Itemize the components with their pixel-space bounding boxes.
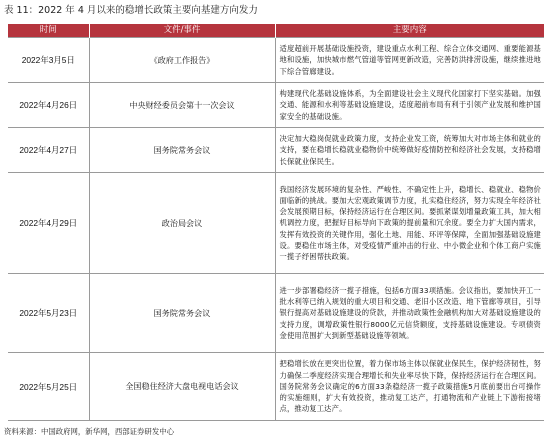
- row-date: 2022年5月25日: [8, 353, 89, 421]
- row-date: 2022年4月26日: [8, 83, 89, 128]
- row-content: 构建现代化基础设施体系，为全面建设社会主义现代化国家打下坚实基础。加强交通、能源和水利等基础设施建设，适度超前布局有利于引领产业发展和维护国家安全的基础设施。: [275, 83, 544, 128]
- row-date: 2022年5月23日: [8, 274, 89, 353]
- table-title: 表 11：2022 年 4 月以来的稳增长政策主要向基建方向发力: [4, 5, 258, 16]
- row-document: 政治局会议: [89, 173, 275, 274]
- header-document: 文件/事件: [89, 24, 275, 38]
- header-date: 时间: [8, 24, 89, 38]
- row-document: 全国稳住经济大盘电视电话会议: [89, 353, 275, 421]
- table-row: [8, 128, 544, 173]
- source-note: 资料来源：中国政府网，新华网，西部证券研发中心: [4, 427, 174, 436]
- row-content: 进一步部署稳经济一揽子措施，包括6方面33项措施。会议指出，要加快开工一批水利等已纳入规划的重大项目和交通、老旧小区改造、地下管廊等项目，引导银行提高对基础设施建设的贷款，并推动政策性金融机构加大对基础设施建设的支持力度，调增政策性银行8000亿元信贷额度，支持基础设施建设。专项债资金使用范围扩大到新型基础设施等领域。: [275, 274, 544, 353]
- table-row: [8, 173, 544, 274]
- table-header-row: [8, 24, 544, 38]
- table-row: [8, 83, 544, 128]
- row-content: 把稳增长放在更突出位置，着力保市场主体以保就业保民生，保护经济韧性，努力确保二季度经济实现合理增长和失业率尽快下降，保持经济运行在合理区间。国务院常务会议确定的6方面33条稳经济一揽子政策措施5月底前要出台可操作的实施细则，扩大有效投资，推动复工达产，打通物流和产业链上下游衔接堵点，推动复工达产。: [275, 353, 544, 421]
- row-content: 决定加大稳岗促就业政策力度，支持企业发工资，统筹加大对市场主体和就业的支持，要在稳增长稳就业稳物价中统筹做好疫情防控和经济社会发展，支持稳增长保就业保民生。: [275, 128, 544, 173]
- table-row: [8, 274, 544, 353]
- row-content: 我国经济发展环境的复杂性、严峻性、不确定性上升，稳增长、稳就业、稳物价面临新的挑战。要加大宏观政策调节力度，扎实稳住经济，努力实现全年经济社会发展预期目标，保持经济运行在合理区间。要抓紧谋划增量政策工具，加大相机调控力度，把握好目标导向下政策的提前量和冗余度。要全力扩大国内需求，发挥有效投资的关键作用，强化土地、用能、环评等保障，全面加强基础设施建设。要稳住市场主体，对受疫情严重冲击的行业、中小微企业和个体工商户实施一揽子纾困帮扶政策。: [275, 173, 544, 274]
- row-content: 适度超前开展基础设施投资，建设重点水利工程、综合立体交通网、重要能源基地和设施，加快城市燃气管道等管网更新改造，完善防洪排涝设施，继续推进地下综合管廊建设。: [275, 38, 544, 83]
- row-document: 国务院常务会议: [89, 128, 275, 173]
- row-date: 2022年4月27日: [8, 128, 89, 173]
- table-row: [8, 353, 544, 421]
- row-document: 中央财经委员会第十一次会议: [89, 83, 275, 128]
- row-document: 国务院常务会议: [89, 274, 275, 353]
- header-content: 主要内容: [275, 24, 544, 38]
- row-date: 2022年3月5日: [8, 38, 89, 83]
- policy-table: [8, 24, 544, 421]
- row-document: 《政府工作报告》: [89, 38, 275, 83]
- table-row: [8, 38, 544, 83]
- row-date: 2022年4月29日: [8, 173, 89, 274]
